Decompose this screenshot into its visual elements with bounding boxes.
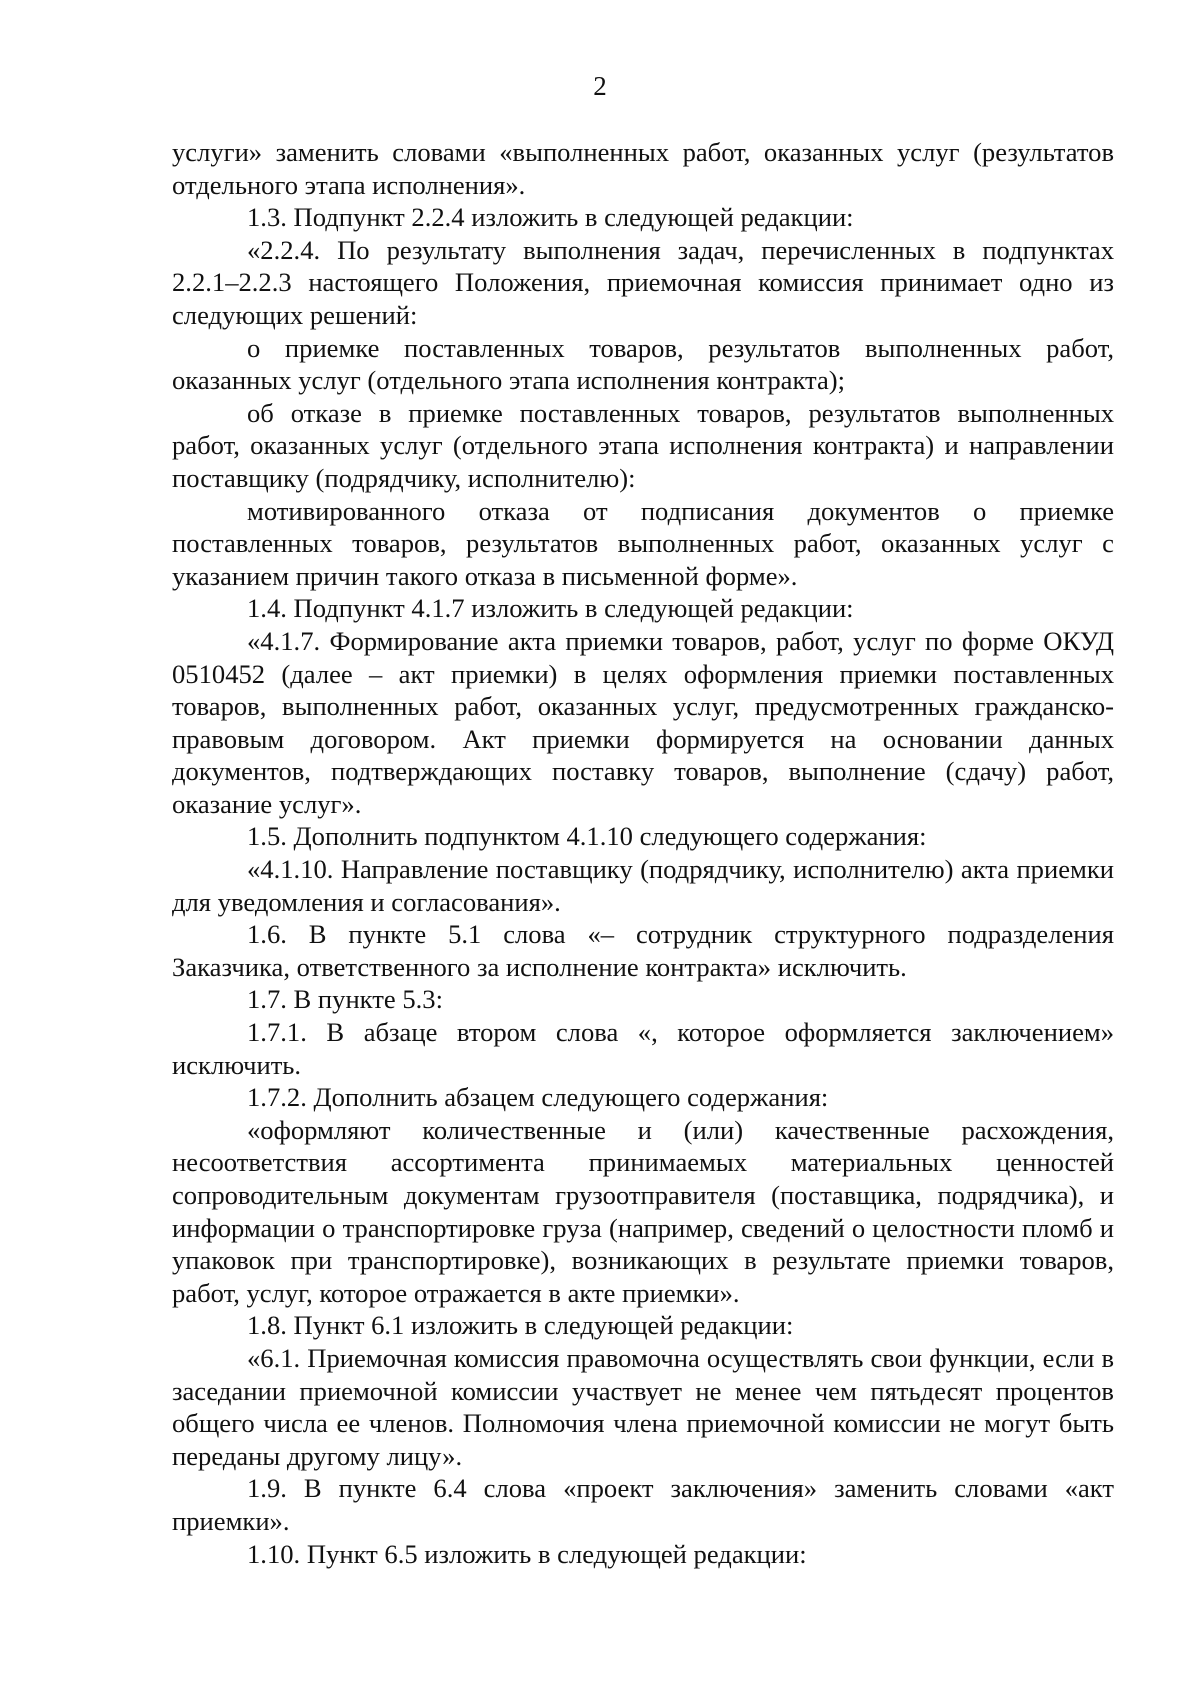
paragraph: 1.7.2. Дополнить абзацем следующего содержания: [247, 1082, 829, 1113]
paragraph: 1.5. Дополнить подпунктом 4.1.10 следующего содержания: [247, 821, 927, 852]
paragraph: 1.8. Пункт 6.1 изложить в следующей редакции: [247, 1310, 794, 1341]
document-body [172, 136, 1114, 1570]
paragraph: «4.1.7. Формирование акта приемки товаров, работ, услуг по форме ОКУД 0510452 (далее – акт приемки) в целях оформления приемки поставленных товаров, выполненных работ, оказанных услуг, предусмотренных гражданско-правовым договором. Акт приемки формируется на основании данных документов, подтверждающих поставку товаров, выполнение (сдачу) работ, оказание услуг». [172, 625, 1114, 819]
paragraph: о приемке поставленных товаров, результатов выполненных работ, оказанных услуг (отдельного этапа исполнения контракта); [172, 332, 1114, 396]
paragraph: об отказе в приемке поставленных товаров, результатов выполненных работ, оказанных услуг (отдельного этапа исполнения контракта) и направлении поставщику (подрядчику, исполнителю): [172, 397, 1114, 493]
page-number: 2 [593, 71, 607, 101]
paragraph: «6.1. Приемочная комиссия правомочна осуществлять свои функции, если в заседании приемочной комиссии участвует не менее чем пятьдесят процентов общего числа ее членов. Полномочия члена приемочной комиссии не могут быть переданы другому лицу». [172, 1342, 1114, 1471]
paragraph: «4.1.10. Направление поставщику (подрядчику, исполнителю) акта приемки для уведомления и согласования». [172, 854, 1114, 917]
paragraph: 1.3. Подпункт 2.2.4 изложить в следующей редакции: [247, 202, 854, 233]
paragraph: 1.7. В пункте 5.3: [247, 984, 443, 1015]
paragraph: «2.2.4. По результату выполнения задач, перечисленных в подпунктах 2.2.1–2.2.3 настоящего Положения, приемочная комиссия принимает одно из следующих решений: [172, 234, 1114, 330]
paragraph: 1.10. Пункт 6.5 изложить в следующей редакции: [247, 1538, 807, 1569]
paragraph: «оформляют количественные и (или) качественные расхождения, несоответствия ассортимента принимаемых материальных ценностей сопроводительным документам грузоотправителя (поставщика, подрядчика), и информации о транспортировке груза (например, сведений о целостности пломб и упаковок при транспортировке), возникающих в результате приемки товаров, работ, услуг, которое отражается в акте приемки». [172, 1114, 1114, 1308]
paragraph: 1.7.1. В абзаце втором слова «, которое оформляется заключением» исключить. [172, 1017, 1114, 1080]
paragraph: 1.9. В пункте 6.4 слова «проект заключения» заменить словами «акт приемки». [172, 1473, 1114, 1536]
paragraph: мотивированного отказа от подписания документов о приемке поставленных товаров, результатов выполненных работ, оказанных услуг с указанием причин такого отказа в письменной форме». [172, 495, 1114, 591]
paragraph: услуги» заменить словами «выполненных работ, оказанных услуг (результатов отдельного этапа исполнения». [172, 137, 1114, 200]
paragraph: 1.4. Подпункт 4.1.7 изложить в следующей редакции: [247, 593, 854, 624]
paragraph: 1.6. В пункте 5.1 слова «– сотрудник структурного подразделения Заказчика, ответственного за исполнение контракта» исключить. [172, 919, 1114, 982]
